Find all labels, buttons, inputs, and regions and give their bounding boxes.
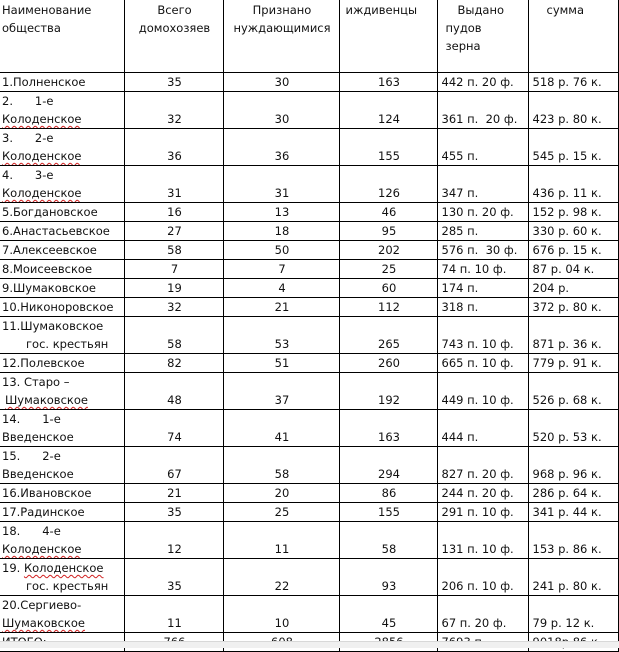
society-name-line1: 14. 1-е (2, 412, 61, 426)
society-name-line1: 20.Сергиево- (2, 598, 82, 612)
cell-society-name (0, 596, 124, 633)
header-needy-line1: Признано (252, 3, 312, 17)
society-name-line2: Шумаковское (5, 393, 88, 407)
header-grain-line2: пудов (445, 21, 482, 35)
cell-households: 82 (124, 354, 223, 373)
table-row (0, 241, 618, 260)
cell-sum: 518 р. 76 к. (528, 73, 618, 92)
society-name-line2: Колоденское (2, 112, 82, 126)
cell-households: 58 (124, 317, 223, 354)
cell-sum: 436 р. 11 к. (528, 166, 618, 203)
cell-society-name (0, 203, 124, 222)
table-row (0, 298, 618, 317)
table-row (0, 503, 618, 522)
cell-society-name (0, 279, 124, 298)
cell-needy: 58 (223, 447, 339, 484)
cell-society-name (0, 260, 124, 279)
society-name-line1: 4. 3-е (2, 168, 54, 182)
table-row (0, 317, 618, 354)
cell-sum: 341 р. 44 к. (528, 503, 618, 522)
cell-society-name (0, 241, 124, 260)
society-name-line2: Введенское (2, 430, 74, 444)
cell-grain: 244 п. 20 ф. (437, 484, 528, 503)
cell-dependents: 58 (339, 522, 437, 559)
header-needy-line2: нуждающимися (233, 21, 331, 35)
cell-dependents: 294 (339, 447, 437, 484)
cell-dependents: 192 (339, 373, 437, 410)
cell-grain: 74 п. 10 ф. (437, 260, 528, 279)
cell-needy: 51 (223, 354, 339, 373)
cell-dependents: 265 (339, 317, 437, 354)
society-name-line2: Шумаковское (2, 616, 85, 630)
cell-grain: 291 п. 10 ф. (437, 503, 528, 522)
cell-society-name (0, 559, 124, 596)
cell-grain: 206 п. 10 ф. (437, 559, 528, 596)
header-dependents: иждивенцы (339, 0, 437, 73)
cell-households: 19 (124, 279, 223, 298)
header-row (0, 0, 618, 73)
cell-needy: 41 (223, 410, 339, 447)
cell-sum: 79 р. 12 к. (528, 596, 618, 633)
society-name-line1: 6.Анастасьевское (2, 224, 110, 238)
cell-dependents: 45 (339, 596, 437, 633)
society-name-line1: 15. 2-е (2, 449, 61, 463)
table-row (0, 354, 618, 373)
society-name-number: 19. (2, 561, 24, 575)
cell-households: 21 (124, 484, 223, 503)
cell-households: 16 (124, 203, 223, 222)
table-row (0, 92, 618, 129)
cell-society-name (0, 410, 124, 447)
cell-grain: 130 п. 20 ф. (437, 203, 528, 222)
cell-society-name (0, 503, 124, 522)
cell-sum: 871 р. 36 к. (528, 317, 618, 354)
cell-grain: 576 п. 30 ф. (437, 241, 528, 260)
society-name-line2: гос. крестьян (26, 337, 109, 351)
society-name-line2: Введенское (2, 467, 74, 481)
cell-households: 32 (124, 298, 223, 317)
cell-households: 35 (124, 73, 223, 92)
cell-households: 67 (124, 447, 223, 484)
header-households-line1: Всего (157, 3, 192, 17)
cell-needy: 10 (223, 596, 339, 633)
cell-sum: 676 р. 15 к. (528, 241, 618, 260)
table-row (0, 129, 618, 166)
cell-sum: 204 р. (528, 279, 618, 298)
cell-grain: 444 п. (437, 410, 528, 447)
table-row (0, 166, 618, 203)
society-name-word: Колоденское (23, 561, 104, 575)
cell-dependents: 25 (339, 260, 437, 279)
cell-needy: 53 (223, 317, 339, 354)
society-name-line1: 13. Старо – (2, 375, 70, 389)
society-name-line2: гос. крестьян (26, 579, 109, 593)
header-name-line1: Наименование (2, 3, 92, 17)
society-name-line1 (2, 559, 124, 577)
society-name-line1: 11.Шумаковское (2, 319, 104, 333)
cell-grain: 285 п. (437, 222, 528, 241)
society-name-line2: Колоденское (2, 149, 82, 163)
cell-grain: 827 п. 20 ф. (437, 447, 528, 484)
cell-households: 35 (124, 559, 223, 596)
cell-dependents: 202 (339, 241, 437, 260)
cell-needy: 20 (223, 484, 339, 503)
table-row (0, 559, 618, 596)
society-name-line1: 18. 4-е (2, 524, 61, 538)
cell-dependents: 155 (339, 503, 437, 522)
cell-grain: 743 п. 10 ф. (437, 317, 528, 354)
cell-needy: 22 (223, 559, 339, 596)
cell-society-name (0, 317, 124, 354)
cell-sum: 153 р. 86 к. (528, 522, 618, 559)
cell-needy: 31 (223, 166, 339, 203)
cell-households: 58 (124, 241, 223, 260)
cell-households: 36 (124, 129, 223, 166)
header-grain-line1: Выдано (457, 3, 505, 17)
cell-grain: 449 п. 10 ф. (437, 373, 528, 410)
cell-grain: 361 п. 20 ф. (437, 92, 528, 129)
cell-dependents: 46 (339, 203, 437, 222)
table-row (0, 73, 618, 92)
cell-sum: 526 р. 68 к. (528, 373, 618, 410)
society-name-line1: 16.Ивановское (2, 486, 92, 500)
header-name-line2: общества (2, 21, 61, 35)
cell-society-name (0, 129, 124, 166)
society-name-line1: 12.Полевское (2, 356, 85, 370)
cell-households: 35 (124, 503, 223, 522)
cell-dependents: 155 (339, 129, 437, 166)
cell-sum: 779 р. 91 к. (528, 354, 618, 373)
cell-grain: 455 п. (437, 129, 528, 166)
table-row (0, 222, 618, 241)
cell-society-name (0, 298, 124, 317)
cell-dependents: 163 (339, 73, 437, 92)
header-sum: сумма (528, 0, 618, 73)
cell-grain: 665 п. 10 ф. (437, 354, 528, 373)
society-name-line1: 3. 2-е (2, 131, 54, 145)
cell-needy: 30 (223, 92, 339, 129)
header-households-line2: домохозяев (138, 21, 211, 35)
cell-sum: 423 р. 80 к. (528, 92, 618, 129)
table-row (0, 203, 618, 222)
cell-sum: 241 р. 80 к. (528, 559, 618, 596)
cell-needy: 30 (223, 73, 339, 92)
cell-sum: 968 р. 96 к. (528, 447, 618, 484)
society-name-line1: 10.Никоноровское (2, 300, 114, 314)
cell-dependents: 126 (339, 166, 437, 203)
cell-households: 12 (124, 522, 223, 559)
society-name-line2: Колоденское (2, 542, 82, 556)
society-name-line1: 5.Богдановское (2, 205, 98, 219)
society-name-line1: 1.Полненское (2, 75, 86, 89)
cell-grain: 442 п. 20 ф. (437, 73, 528, 92)
society-name-line1: 9.Шумаковское (2, 281, 96, 295)
cell-society-name (0, 373, 124, 410)
header-households (124, 0, 223, 73)
table-row (0, 373, 618, 410)
cell-dependents: 86 (339, 484, 437, 503)
cell-needy: 18 (223, 222, 339, 241)
cell-sum: 330 р. 60 к. (528, 222, 618, 241)
cell-needy: 37 (223, 373, 339, 410)
header-grain-line3: зерна (445, 39, 481, 53)
cell-needy: 36 (223, 129, 339, 166)
header-needy (223, 0, 339, 73)
cell-households: 48 (124, 373, 223, 410)
cell-sum: 286 р. 64 к. (528, 484, 618, 503)
table-row (0, 260, 618, 279)
header-grain (437, 0, 528, 73)
cell-sum: 87 р. 04 к. (528, 260, 618, 279)
cell-needy: 50 (223, 241, 339, 260)
cell-society-name (0, 222, 124, 241)
cell-society-name (0, 447, 124, 484)
table-row (0, 596, 618, 633)
cell-dependents: 60 (339, 279, 437, 298)
cell-society-name (0, 484, 124, 503)
society-name-line1: 2. 1-е (2, 94, 54, 108)
cell-dependents: 93 (339, 559, 437, 596)
cell-sum: 372 р. 80 к. (528, 298, 618, 317)
society-name-line2: Колоденское (2, 186, 82, 200)
society-name-line1: 17.Радинское (2, 505, 85, 519)
table-row (0, 279, 618, 298)
society-name-line1: 7.Алексеевское (2, 243, 97, 257)
cell-dependents: 260 (339, 354, 437, 373)
table-row (0, 484, 618, 503)
cell-households: 32 (124, 92, 223, 129)
table-row (0, 522, 618, 559)
cell-households: 31 (124, 166, 223, 203)
header-name (0, 0, 124, 73)
cell-sum: 520 р. 53 к. (528, 410, 618, 447)
cell-households: 74 (124, 410, 223, 447)
cell-households: 7 (124, 260, 223, 279)
cell-needy: 21 (223, 298, 339, 317)
table-row (0, 410, 618, 447)
cell-society-name (0, 73, 124, 92)
cell-dependents: 163 (339, 410, 437, 447)
cell-needy: 7 (223, 260, 339, 279)
cell-needy: 4 (223, 279, 339, 298)
cell-society-name (0, 92, 124, 129)
cell-needy: 25 (223, 503, 339, 522)
cell-grain: 174 п. (437, 279, 528, 298)
cell-society-name (0, 354, 124, 373)
cell-needy: 11 (223, 522, 339, 559)
cell-dependents: 112 (339, 298, 437, 317)
cell-dependents: 124 (339, 92, 437, 129)
cell-society-name (0, 522, 124, 559)
cell-sum: 545 р. 15 к. (528, 129, 618, 166)
society-name-line1: 8.Моисеевское (2, 262, 93, 276)
cell-grain: 67 п. 20 ф. (437, 596, 528, 633)
cell-needy: 13 (223, 203, 339, 222)
cell-dependents: 95 (339, 222, 437, 241)
table-row (0, 447, 618, 484)
cell-sum: 152 р. 98 к. (528, 203, 618, 222)
cell-grain: 131 п. 10 ф. (437, 522, 528, 559)
cell-grain: 318 п. (437, 298, 528, 317)
cell-households: 27 (124, 222, 223, 241)
cell-grain: 347 п. (437, 166, 528, 203)
cell-society-name (0, 166, 124, 203)
cell-households: 11 (124, 596, 223, 633)
